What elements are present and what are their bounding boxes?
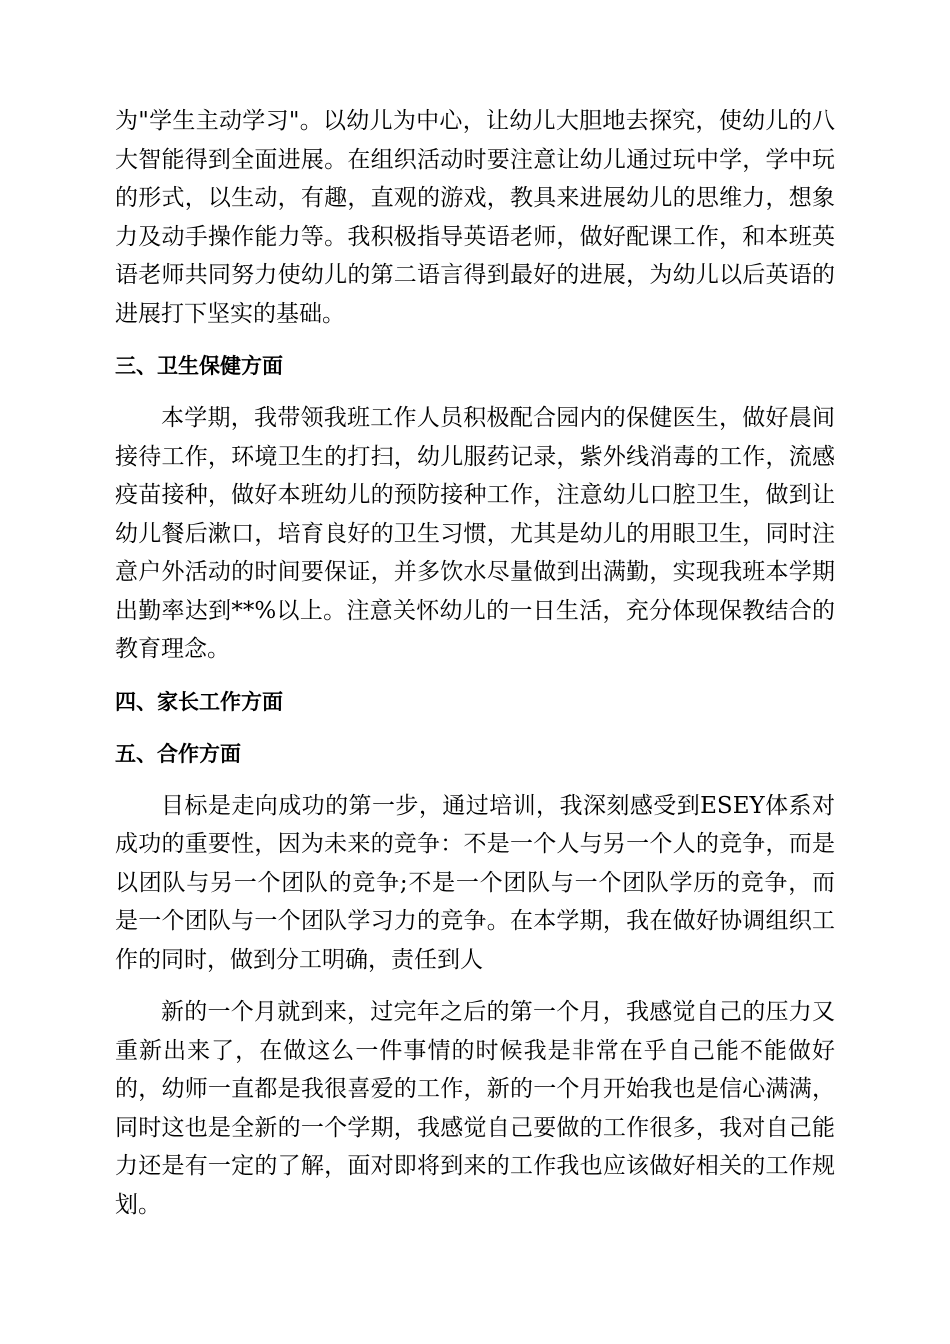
paragraph-cooperation: 目标是走向成功的第一步，通过培训，我深刻感受到ESEY体系对成功的重要性，因为未来的竞争：不是一个人与另一个人的竞争，而是以团队与另一个团队的竞争;不是一个团队与一个团队学历的竞争，而是一个团队与一个团队学习力的竞争。在本学期，我在做好协调组织工作的同时，做到分工明确，责任到人 <box>115 792 835 973</box>
section-heading-cooperation: 五、合作方面 <box>115 741 241 766</box>
section-heading-parent-work: 四、家长工作方面 <box>115 689 283 714</box>
section-heading-health-care: 三、卫生保健方面 <box>115 354 283 378</box>
paragraph-health-care: 本学期，我带领我班工作人员积极配合园内的保健医生，做好晨间接待工作，环境卫生的打扫，幼儿服药记录，紫外线消毒的工作，流感疫苗接种，做好本班幼儿的预防接种工作，注意幼儿口腔卫生，做到让幼儿餐后漱口，培育良好的卫生习惯，尤其是幼儿的用眼卫生，同时注意户外活动的时间要保证，并多饮水尽量做到出满勤，实现我班本学期出勤率达到**%以上。注意关怀幼儿的一日生活，充分体现保教结合的教育理念。 <box>115 405 835 662</box>
paragraph-teaching-continued: 为"学生主动学习"。以幼儿为中心，让幼儿大胆地去探究，使幼儿的八大智能得到全面进展。在组织活动时要注意让幼儿通过玩中学，学中玩的形式，以生动，有趣，直观的游戏，教具来进展幼儿的思维力，想象力及动手操作能力等。我积极指导英语老师，做好配课工作，和本班英语老师共同努力使幼儿的第二语言得到最好的进展，为幼儿以后英语的进展打下坚实的基础。 <box>115 108 835 327</box>
document-page <box>115 102 835 1224</box>
paragraph-new-month: 新的一个月就到来，过完年之后的第一个月，我感觉自己的压力又重新出来了，在做这么一件事情的时候我是非常在乎自己能不能做好的，幼师一直都是我很喜爱的工作，新的一个月开始我也是信心满满，同时这也是全新的一个学期，我感觉自己要做的工作很多，我对自己能力还是有一定的了解，面对即将到来的工作我也应该做好相关的工作规划。 <box>115 999 835 1218</box>
